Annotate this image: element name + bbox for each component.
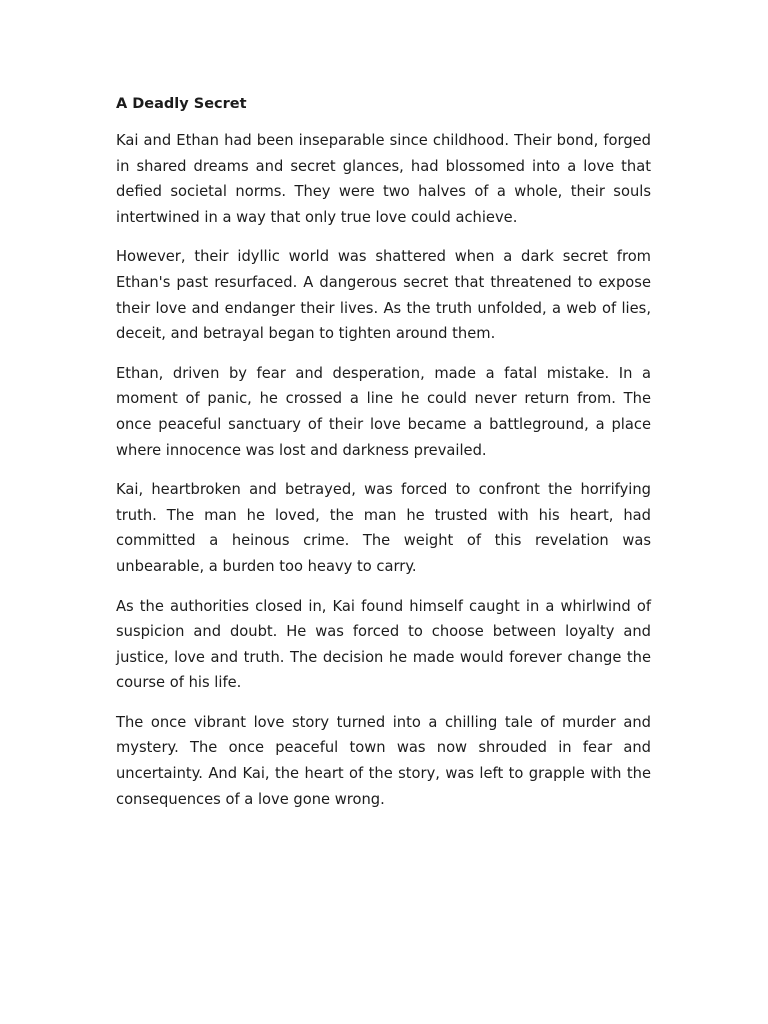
paragraph-2: However, their idyllic world was shattered when a dark secret from Ethan's past resurfaced. A dangerous secret that threatened to expose their love and endanger their lives. As the truth unfolded, a web of lies, deceit, and betrayal began to tighten around them. (116, 248, 651, 343)
paragraph-5: As the authorities closed in, Kai found himself caught in a whirlwind of suspicion and doubt. He was forced to choose between loyalty and justice, love and truth. The decision he made would forever change the course of his life. (116, 597, 651, 692)
paragraph-6: The once vibrant love story turned into a chilling tale of murder and mystery. The once peaceful town was now shrouded in fear and uncertainty. And Kai, the heart of the story, was left to grapple with the consequences of a love gone wrong. (116, 713, 651, 808)
document-title: A Deadly Secret (116, 96, 247, 112)
document-page (116, 90, 651, 826)
paragraph-1: Kai and Ethan had been inseparable since childhood. Their bond, forged in shared dreams and secret glances, had blossomed into a love that defied societal norms. They were two halves of a whole, their souls intertwined in a way that only true love could achieve. (116, 132, 651, 226)
paragraph-3: Ethan, driven by fear and desperation, made a fatal mistake. In a moment of panic, he crossed a line he could never return from. The once peaceful sanctuary of their love became a battleground, a place where innocence was lost and darkness prevailed. (116, 364, 651, 459)
paragraph-4: Kai, heartbroken and betrayed, was forced to confront the horrifying truth. The man he loved, the man he trusted with his heart, had committed a heinous crime. The weight of this revelation was unbearable, a burden too heavy to carry. (116, 481, 651, 575)
